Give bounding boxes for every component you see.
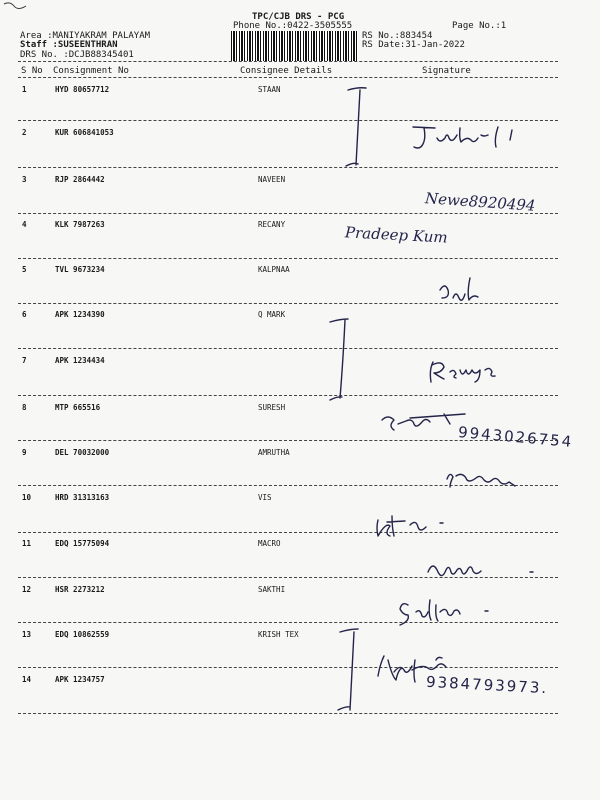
row-consignee: AMRUTHA — [258, 448, 290, 457]
handwritten-name-row4: Pradeep Kum — [344, 223, 449, 247]
col-consignee: Consignee Details — [240, 66, 333, 76]
row-sno: 1 — [22, 85, 27, 94]
row-consignment: APK 1234390 — [55, 310, 105, 319]
page-number: Page No.:1 — [452, 21, 507, 31]
row-consignment: HSR 2273212 — [55, 585, 105, 594]
row-consignee: SURESH — [258, 403, 286, 412]
row-sno: 5 — [22, 265, 27, 274]
signature-row-10 — [377, 516, 443, 536]
signature-row-11 — [428, 566, 533, 576]
row-consignment: DEL 70032000 — [55, 448, 110, 457]
row-consignment: APK 1234434 — [55, 356, 105, 365]
row-consignment: HRD 31313163 — [55, 493, 110, 502]
bracket-rows-1-2 — [346, 88, 366, 166]
row-consignee: KRISH TEX — [258, 630, 299, 639]
row-sno: 2 — [22, 128, 27, 137]
row-consignee: MACRO — [258, 539, 281, 548]
row-sno: 13 — [22, 630, 32, 639]
row-sno: 6 — [22, 310, 27, 319]
row-consignee: VIS — [258, 493, 272, 502]
handwritten-phone-row8: 9943026754 — [457, 423, 575, 451]
row-consignment: TVL 9673234 — [55, 265, 105, 274]
row-consignee: RECANY — [258, 220, 286, 229]
row-consignee: SAKTHI — [258, 585, 286, 594]
bracket-rows-6-7 — [330, 319, 348, 400]
row-consignment: KUR 606841053 — [55, 128, 114, 137]
col-signature: Signature — [422, 66, 471, 76]
row-sno: 7 — [22, 356, 27, 365]
row-consignment: HYD 80657712 — [55, 85, 110, 94]
row-consignee: Q MARK — [258, 310, 286, 319]
col-consignment: Consignment No — [53, 66, 129, 76]
row-consignee: NAVEEN — [258, 175, 286, 184]
row-consignee: KALPNAA — [258, 265, 290, 274]
row-consignment: KLK 7987263 — [55, 220, 105, 229]
col-sno: S No — [21, 66, 43, 76]
row-consignment: MTP 665516 — [55, 403, 101, 412]
handwritten-phone-row3: Newe8920494 — [424, 189, 537, 215]
drs-number: DRS No. :DCJB88345401 — [20, 50, 134, 60]
row-sno: 11 — [22, 539, 32, 548]
report-title: TPC/CJB DRS - PCG — [252, 12, 345, 22]
row-consignment: APK 1234757 — [55, 675, 105, 684]
signature-row-9 — [447, 474, 515, 487]
signature-row-7 — [430, 362, 495, 382]
bracket-rows-13-14 — [338, 629, 358, 710]
row-consignee: STAAN — [258, 85, 281, 94]
rs-date: RS Date:31-Jan-2022 — [362, 40, 465, 50]
row-sno: 3 — [22, 175, 27, 184]
row-sno: 4 — [22, 220, 27, 229]
signature-row-8 — [382, 414, 465, 430]
row-sno: 10 — [22, 493, 32, 502]
row-consignment: EDQ 15775094 — [55, 539, 110, 548]
signature-row-12 — [400, 600, 488, 625]
area-label: Area :MANIYAKRAM PALAYAM — [20, 31, 151, 41]
signature-row-2 — [413, 127, 512, 148]
handwritten-phone-row14: 9384793973. — [425, 672, 549, 698]
row-sno: 14 — [22, 675, 32, 684]
row-sno: 8 — [22, 403, 27, 412]
rs-number: RS No.:883454 — [362, 31, 433, 41]
row-sno: 9 — [22, 448, 27, 457]
row-consignment: EDQ 10862559 — [55, 630, 110, 639]
phone-number: Phone No.:0422-3505555 — [233, 21, 353, 31]
staff-label: Staff :SUSEENTHRAN — [20, 40, 118, 50]
signature-row-5 — [440, 278, 478, 300]
row-sno: 12 — [22, 585, 32, 594]
signature-row-13 — [378, 656, 446, 682]
row-consignment: RJP 2864442 — [55, 175, 105, 184]
